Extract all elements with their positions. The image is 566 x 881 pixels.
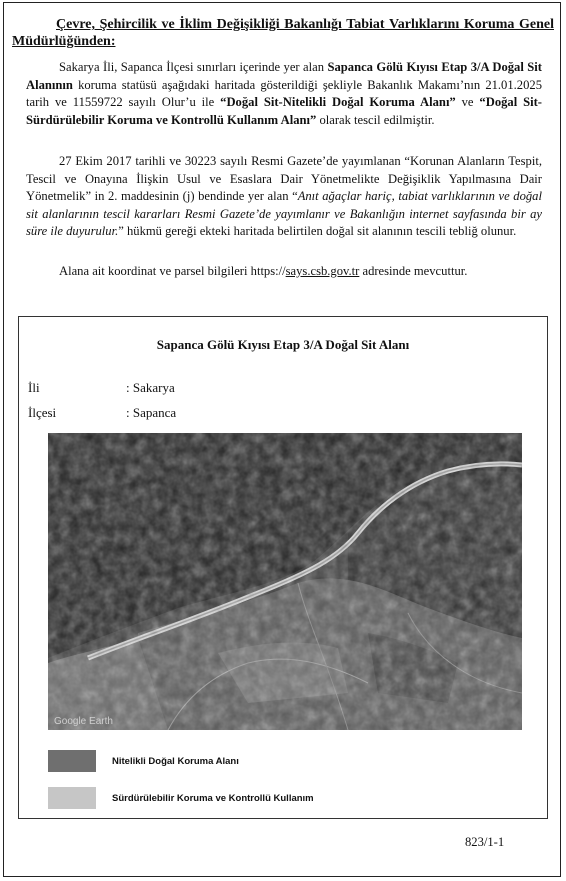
site-name: Sapanca Gölü Kıyısı Etap 3/A Doğal Sit Alanının [26,60,542,92]
legend-swatch-natural-protection [48,750,96,772]
district-value: : Sapanca [126,405,177,420]
satellite-map-image [48,433,522,730]
paragraph-coordinates: Alana ait koordinat ve parsel bilgileri https://says.csb.gov.tr adresinde mevcuttur. [59,264,468,278]
province-label: İli [28,380,40,395]
legend-swatch-sustainable-use [48,787,96,809]
status-sustainable-use: “Doğal Sit-Sürdürülebilir Koruma ve Kontrollü Kullanım Alanı” [26,95,542,127]
paragraph-registration: Sakarya İli, Sapanca İlçesi sınırları içerinde yer alan Sapanca Gölü Kıyısı Etap 3/A Doğal Sit Alanının koruma statüsü aşağıdaki haritada gösterildiği şekliyle Bakanlık Makamı’nın 21.01.2025 tarih ve 11559722 sayılı Olur’u ile “Doğal Sit-Nitelikli Doğal Koruma Alanı” ve “Doğal Sit-Sürdürülebilir Koruma ve Kontrollü Kullanım Alanı” olarak tescil edilmiştir. [26,60,542,127]
google-earth-watermark: Google Earth [54,716,113,727]
announcement-title: Çevre, Şehircilik ve İklim Değişikliği Bakanlığı Tabiat Varlıklarını Koruma Genel [56,17,554,32]
map-panel [18,316,548,819]
legend-label-sustainable-use: Sürdürülebilir Koruma ve Kontrollü Kullanım [112,793,314,804]
paragraph-regulation: 27 Ekim 2017 tarihli ve 30223 sayılı Resmi Gazete’de yayımlanan “Korunan Alanların Tespit, Tescil ve Onayına İlişkin Usul ve Esaslara Dair Yönetmelikte Değişiklik Yapılmasına Dair Yönetmelik” in 2. maddesinin (j) bendinde yer alan “Anıt ağaçlar hariç, tabiat varlıklarının ve doğal sit alanlarının tescil kararları Resmi Gazete’de yayımlanır ve Bakanlığın internet sayfasında bir ay süre ile duyurulur.” hükmü gereği ekteki haritada belirtilen doğal sit alanının tescili tebliğ olunur. [26,154,542,239]
district-label: İlçesi [28,405,57,420]
province-value: : Sakarya [126,380,175,395]
map-title: Sapanca Gölü Kıyısı Etap 3/A Doğal Sit Alanı [156,337,410,352]
status-natural-protection: “Doğal Sit-Nitelikli Doğal Koruma Alanı” [220,95,456,110]
regulation-quote: Anıt ağaçlar hariç, tabiat varlıklarının ve doğal sit alanlarının tescil kararları Resmi Gazete’de yayımlanır ve Bakanlığın internet sayfasında bir ay süre ile duyurulur. [26,189,542,239]
satellite-map-drawing [48,433,522,730]
document-page [3,2,561,877]
announcement-title-continued: Müdürlüğünden: [12,34,116,49]
page-number: 823/1-1 [465,835,505,849]
says-link[interactable]: says.csb.gov.tr [285,264,360,278]
legend-label-natural-protection: Nitelikli Doğal Koruma Alanı [112,756,239,767]
